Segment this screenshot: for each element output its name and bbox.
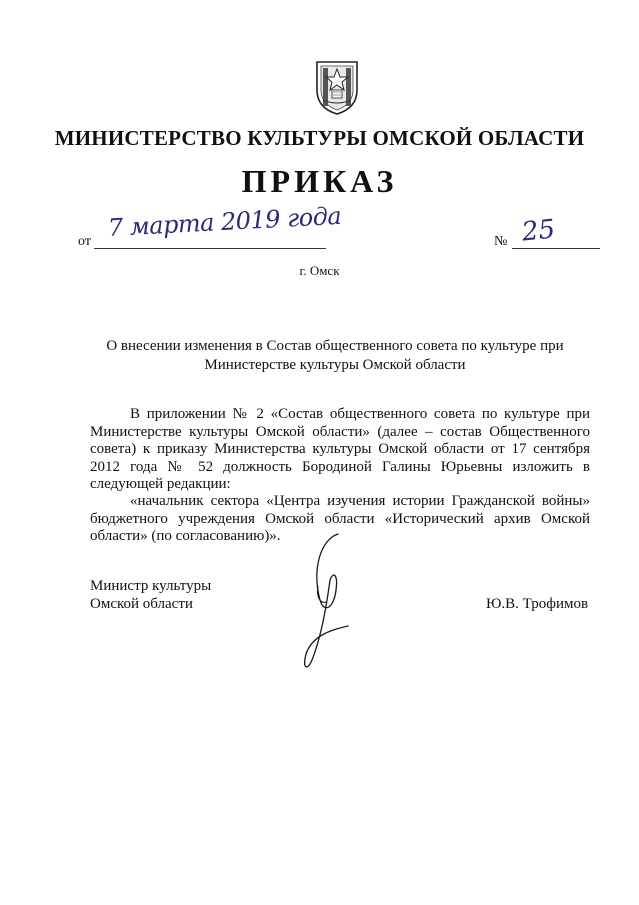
body-line: области» (по согласованию)». bbox=[90, 528, 281, 545]
signatory-title-line: Министр культуры bbox=[90, 578, 212, 594]
body-paragraph-1 bbox=[90, 406, 590, 494]
number-label: № bbox=[494, 234, 508, 249]
handwritten-number: 25 bbox=[520, 214, 557, 248]
body-line: 2012 года № 52 должность Бородиной Галины Юрьевны изложить в bbox=[90, 458, 590, 475]
coat-of-arms-icon bbox=[313, 56, 361, 116]
date-label: от bbox=[78, 234, 91, 249]
signatory-name: Ю.В. Трофимов bbox=[486, 596, 589, 612]
signatory-title-line: Омской области bbox=[90, 595, 193, 612]
handwritten-date: 7 марта 2019 года bbox=[107, 201, 342, 242]
handwritten-signature-icon bbox=[290, 530, 360, 675]
body-line: В приложении № 2 «Состав общественного совета по культуре при bbox=[130, 406, 590, 422]
body-line: совета) к приказу Министерства культуры Омской области от 17 сентября bbox=[90, 441, 590, 458]
document-type-title: ПРИКАЗ bbox=[241, 163, 398, 199]
city: г. Омск bbox=[299, 263, 340, 278]
ministry-name: МИНИСТЕРСТВО КУЛЬТУРЫ ОМСКОЙ ОБЛАСТИ bbox=[54, 126, 585, 150]
body-line: следующей редакции: bbox=[90, 476, 231, 493]
body-line: бюджетного учреждения Омской области «Исторический архив Омской bbox=[90, 510, 590, 527]
order-subject bbox=[70, 337, 600, 375]
subject-line: О внесении изменения в Состав общественного совета по культуре при bbox=[106, 338, 564, 354]
signatory-title bbox=[90, 578, 211, 613]
number-underline bbox=[512, 248, 600, 249]
body-line: «начальник сектора «Центра изучения истории Гражданской войны» bbox=[130, 493, 590, 509]
subject-line: Министерстве культуры Омской области bbox=[204, 357, 466, 373]
body-line: Министерстве культуры Омской области» (далее – состав Общественного bbox=[90, 423, 590, 440]
date-underline bbox=[94, 248, 326, 249]
